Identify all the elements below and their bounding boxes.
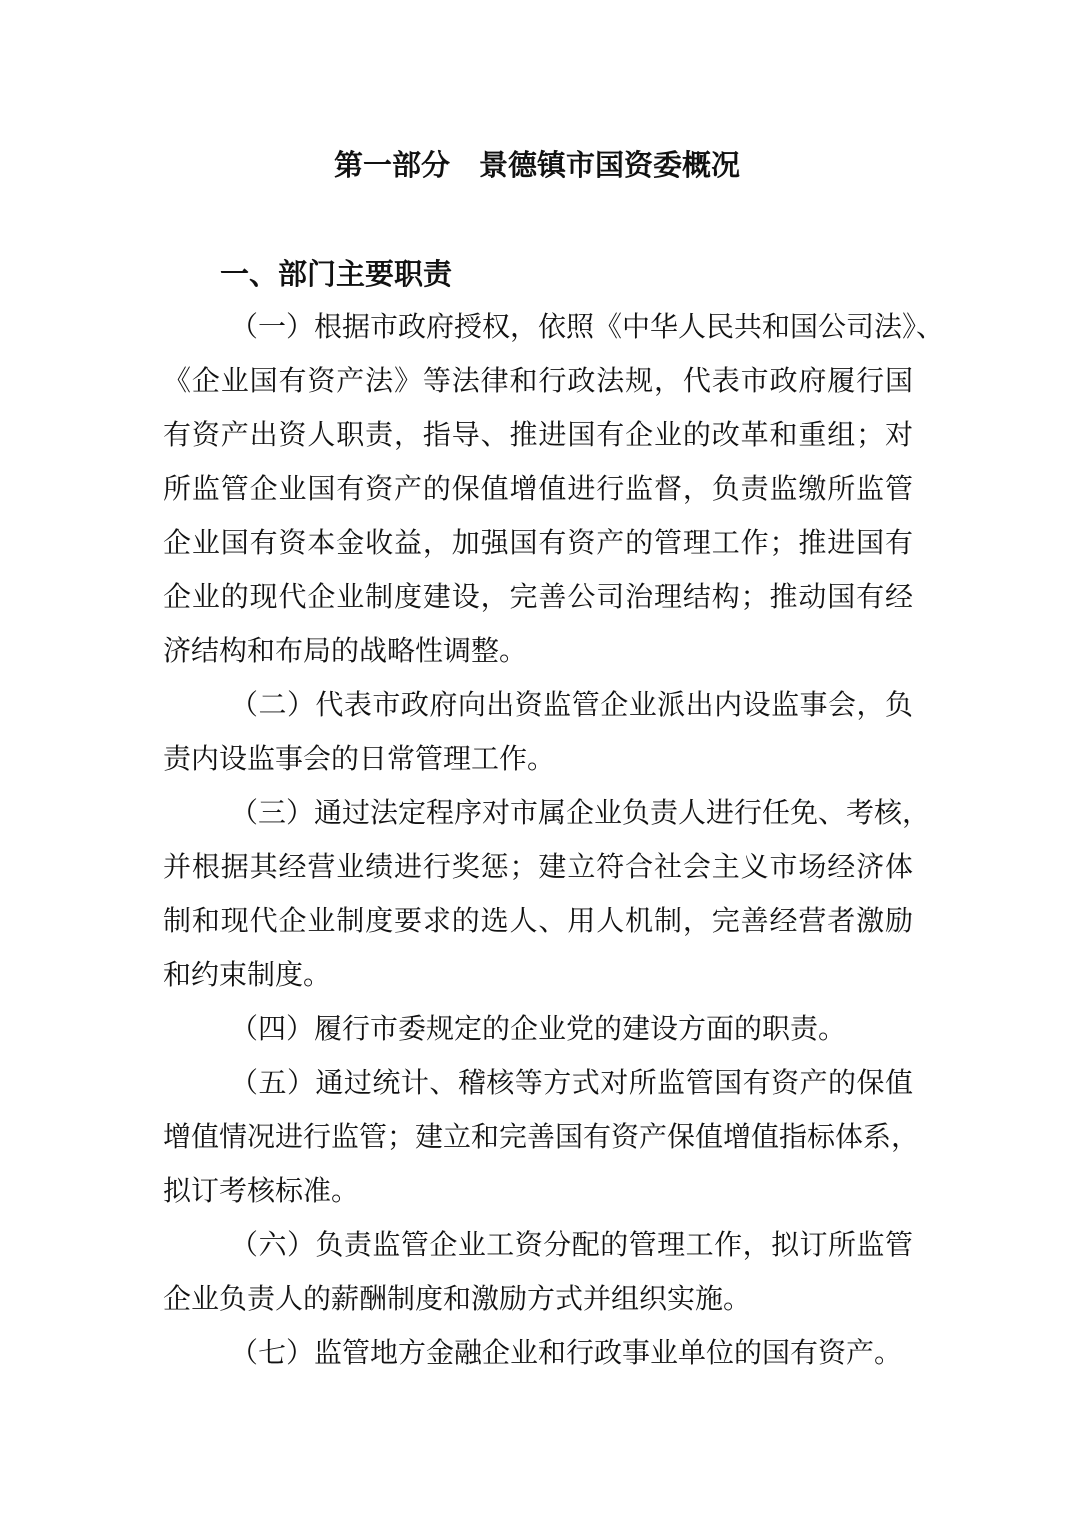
paragraph-line: 《企业国有资产法》等法律和行政法规，代表市政府履行国: [163, 364, 913, 397]
paragraph: [163, 678, 913, 786]
paragraph: [163, 1056, 920, 1218]
section-heading: 一、部门主要职责: [220, 257, 453, 291]
paragraph: [163, 1326, 913, 1380]
paragraph-line: （三）通过法定程序对市属企业负责人进行任免、考核，: [230, 796, 931, 829]
paragraph-line: （四）履行市委规定的企业党的建设方面的职责。: [230, 1012, 847, 1045]
paragraph: [163, 300, 945, 678]
document-body: [163, 300, 945, 1380]
paragraph: [163, 1002, 913, 1056]
paragraph-line: （二）代表市政府向出资监管企业派出内设监事会，负: [230, 688, 913, 721]
paragraph-line: 企业负责人的薪酬制度和激励方式并组织实施。: [163, 1282, 752, 1315]
paragraph-line: 企业国有资本金收益，加强国有资产的管理工作；推进国有: [163, 526, 913, 559]
paragraph-line: 和约束制度。: [163, 958, 332, 991]
paragraph-line: 企业的现代企业制度建设，完善公司治理结构；推动国有经: [163, 580, 913, 613]
document-title: 第一部分 景德镇市国资委概况: [333, 148, 740, 182]
paragraph-line: （六）负责监管企业工资分配的管理工作，拟订所监管: [230, 1228, 913, 1261]
paragraph-line: （一）根据市政府授权，依照《中华人民共和国公司法》、: [230, 310, 945, 343]
paragraph-line: 责内设监事会的日常管理工作。: [163, 742, 556, 775]
paragraph-line: 济结构和布局的战略性调整。: [163, 634, 528, 667]
paragraph-line: （五）通过统计、稽核等方式对所监管国有资产的保值: [230, 1066, 913, 1099]
paragraph-line: 制和现代企业制度要求的选人、用人机制，完善经营者激励: [163, 904, 913, 937]
paragraph-line: 有资产出资人职责，指导、推进国有企业的改革和重组；对: [163, 418, 913, 451]
paragraph-line: 拟订考核标准。: [163, 1174, 360, 1207]
paragraph: [163, 1218, 913, 1326]
paragraph-line: （七）监管地方金融企业和行政事业单位的国有资产。: [230, 1336, 903, 1369]
paragraph: [163, 786, 931, 1002]
paragraph-line: 并根据其经营业绩进行奖惩；建立符合社会主义市场经济体: [163, 850, 913, 883]
paragraph-line: 增值情况进行监管；建立和完善国有资产保值增值指标体系，: [163, 1120, 920, 1153]
paragraph-line: 所监管企业国有资产的保值增值进行监督，负责监缴所监管: [163, 472, 913, 505]
